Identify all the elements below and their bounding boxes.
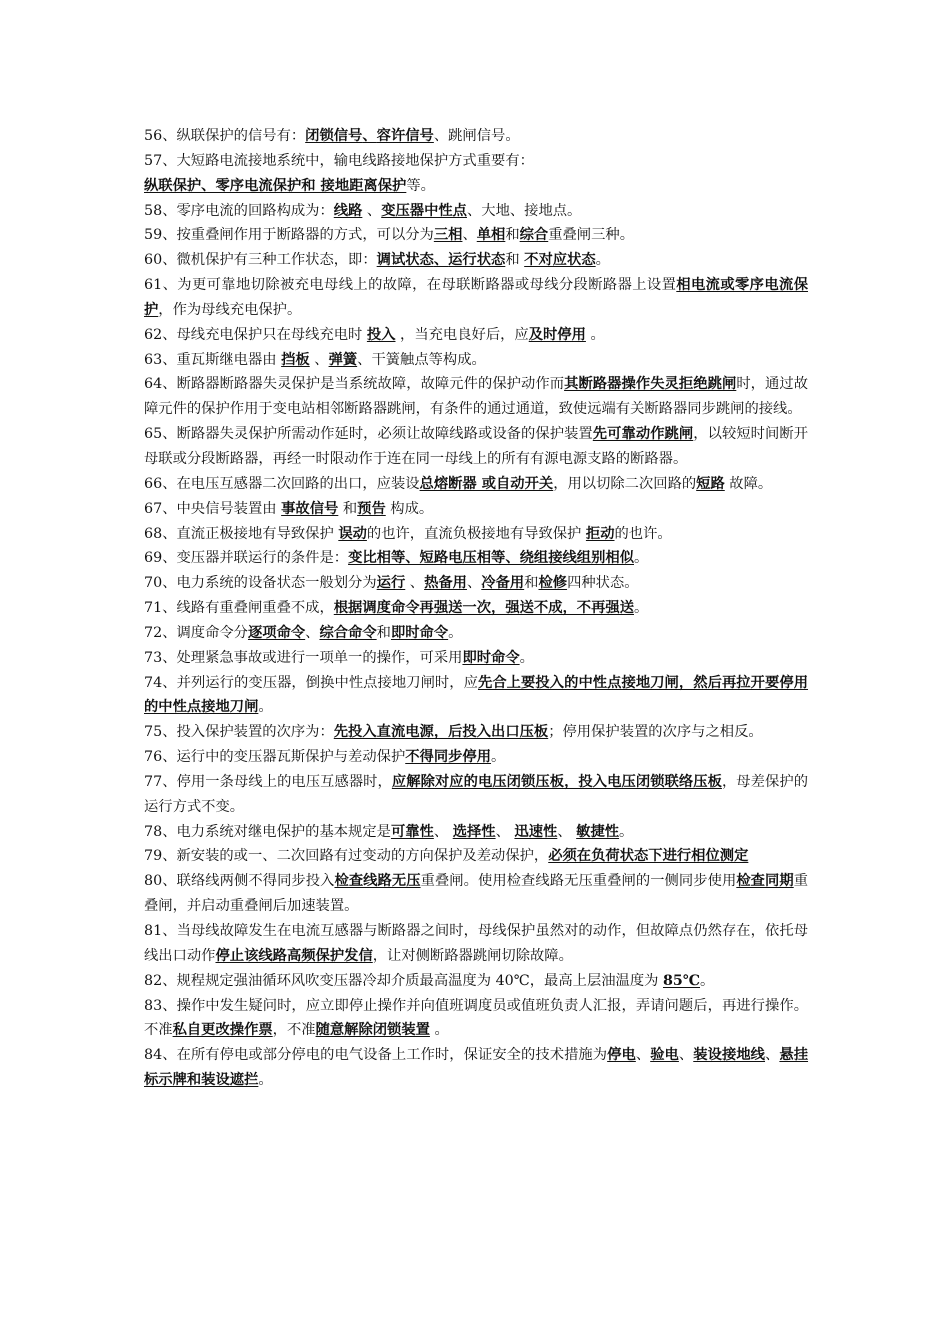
numbered-item bbox=[144, 372, 808, 422]
item-number: 61 bbox=[144, 277, 163, 294]
item-number: 63 bbox=[144, 351, 163, 368]
item-text: 、为更可靠地切除被充电母线上的故障，在母联断路器或母线分段断路器上设置 bbox=[162, 277, 677, 294]
numbered-item bbox=[144, 1043, 808, 1093]
item-number: 57 bbox=[144, 152, 163, 169]
key-answer: 变压器中性点 bbox=[381, 202, 467, 219]
key-answer: 拒动 bbox=[585, 525, 615, 542]
item-text: 、停用一条母线上的电压互感器时， bbox=[162, 773, 392, 790]
item-text: 、直流正极接地有导致保护 bbox=[162, 525, 339, 542]
item-number: 62 bbox=[144, 326, 163, 343]
item-text: 、当母线故障发生在电流互感器与断路器之间时，母线保护虽然对的动作，但故障点仍然存在，依托母线出口动作 bbox=[144, 923, 808, 964]
item-text: 故障。 bbox=[724, 475, 773, 492]
numbered-item bbox=[144, 422, 808, 472]
numbered-item bbox=[144, 248, 808, 273]
key-answer: 先合上要投入的中性点接地刀闸，然后再拉开要停用的中性点接地刀闸 bbox=[144, 674, 809, 716]
numbered-item bbox=[144, 522, 808, 547]
numbered-item bbox=[144, 844, 808, 869]
numbered-item bbox=[144, 546, 808, 571]
key-answer: 必须在负荷状态下进行相位测定 bbox=[548, 848, 749, 865]
numbered-item bbox=[144, 472, 808, 497]
item-text: 、 bbox=[765, 1047, 780, 1064]
item-text: 。 bbox=[700, 972, 715, 989]
key-answer: 停止该线路高频保护发信 bbox=[215, 947, 373, 964]
key-answer: 闭锁信号 bbox=[305, 128, 363, 144]
key-answer: 热备用 bbox=[424, 575, 467, 592]
numbered-item bbox=[144, 497, 808, 522]
numbered-item bbox=[144, 223, 808, 248]
numbered-item bbox=[144, 149, 808, 199]
item-text: 、大短路电流接地系统中，输电线路接地保护方式重要有： bbox=[162, 152, 534, 169]
item-text: 、中央信号装置由 bbox=[162, 500, 282, 517]
key-answer: 容许信号 bbox=[376, 128, 434, 144]
item-text: 和 bbox=[505, 252, 525, 269]
key-answer: 私自更改操作票 bbox=[172, 1022, 273, 1039]
item-text: 。 bbox=[258, 699, 273, 716]
item-text: 、 bbox=[466, 575, 482, 592]
key-answer: 投入 bbox=[366, 326, 396, 343]
item-text: 。 bbox=[619, 823, 634, 840]
numbered-item bbox=[144, 720, 808, 745]
key-answer: 先可靠动作跳闸 bbox=[592, 426, 694, 443]
item-number: 78 bbox=[144, 823, 163, 840]
item-text: 、电力系统的设备状态一般划分为 bbox=[162, 575, 377, 592]
item-number: 82 bbox=[144, 972, 163, 989]
numbered-item bbox=[144, 969, 808, 994]
item-text: 、在电压互感器二次回路的出口，应装设 bbox=[162, 475, 420, 492]
key-answer: 选择性 bbox=[452, 823, 496, 840]
item-text: 重叠闸三种。 bbox=[548, 227, 634, 244]
key-answer: 冷备用 bbox=[481, 575, 525, 592]
numbered-item bbox=[144, 348, 808, 373]
item-text: 四种状态。 bbox=[567, 575, 639, 592]
key-answer: 变比相等、短路电压相等、绕组接线组别相似 bbox=[348, 550, 634, 567]
key-answer: 及时停用 bbox=[528, 326, 586, 343]
item-text: 和 bbox=[505, 227, 520, 244]
item-text: 。 bbox=[448, 624, 463, 641]
item-text: 、新安装的或一、二次回路有过变动的方向保护及差动保护， bbox=[162, 848, 549, 865]
key-answer: 预告 bbox=[357, 500, 386, 517]
key-answer: 验电 bbox=[650, 1047, 679, 1064]
key-answer: 不得同步停用 bbox=[405, 749, 492, 766]
key-answer: 误动 bbox=[338, 525, 367, 542]
key-answer: 停电 bbox=[607, 1047, 636, 1064]
item-text: ；停用保护装置的次序与之相反。 bbox=[548, 724, 763, 741]
item-text: 、 bbox=[309, 351, 329, 368]
item-number: 75 bbox=[144, 724, 163, 741]
item-text: 。 bbox=[491, 749, 506, 766]
numbered-item bbox=[144, 671, 808, 721]
item-text: 构成。 bbox=[385, 500, 434, 517]
item-text: 、 bbox=[362, 202, 382, 219]
key-answer: 弹簧 bbox=[328, 351, 358, 368]
item-text: 。 bbox=[519, 649, 534, 666]
item-text: 、跳闸信号。 bbox=[433, 128, 520, 144]
item-number: 65 bbox=[144, 426, 163, 443]
item-number: 77 bbox=[144, 773, 163, 790]
item-number: 68 bbox=[144, 525, 163, 542]
item-text: ，当充电良好后，应 bbox=[395, 326, 529, 343]
document-page bbox=[144, 124, 808, 1093]
key-answer: 装设接地线 bbox=[693, 1047, 766, 1064]
item-text: 的也许。 bbox=[614, 525, 672, 542]
item-number: 83 bbox=[144, 997, 163, 1014]
item-text: ，以较短时间断开母联或分段断路器，再经一时限动作于连在同一母线上的所有有源电源支路的断路器。 bbox=[144, 426, 809, 467]
key-answer: 可靠性 bbox=[390, 823, 434, 840]
numbered-item bbox=[144, 124, 808, 149]
item-number: 56 bbox=[144, 128, 163, 144]
item-text: 和 bbox=[376, 624, 391, 641]
item-text: 、操作中发生疑问时，应立即停止操作并向值班调度员或值班负责人汇报，弄请问题后，再进行操作。不准 bbox=[144, 997, 808, 1039]
key-answer: 综合 bbox=[519, 227, 549, 244]
key-answer: 运行状态 bbox=[448, 252, 506, 269]
item-number: 59 bbox=[144, 227, 163, 244]
key-answer: 检查线路无压 bbox=[334, 873, 421, 890]
item-number: 58 bbox=[144, 202, 163, 219]
item-number: 64 bbox=[144, 376, 163, 393]
item-text: ，让对侧断路器跳闸切除故障。 bbox=[372, 947, 573, 964]
item-text: 、 bbox=[305, 624, 320, 641]
item-text: 、微机保护有三种工作状态，即： bbox=[162, 252, 377, 269]
item-number: 80 bbox=[144, 873, 163, 890]
key-answer: 其断路器操作失灵拒绝跳闸 bbox=[564, 376, 737, 393]
item-text: 。 bbox=[595, 252, 610, 269]
item-text: 、纵联保护的信号有： bbox=[162, 128, 306, 144]
key-answer: 检修 bbox=[538, 575, 568, 592]
key-answer: 迅速性 bbox=[514, 823, 558, 840]
item-number: 81 bbox=[144, 923, 163, 939]
item-text: 、 bbox=[678, 1047, 694, 1064]
item-text: ，作为母线充电保护。 bbox=[158, 301, 302, 318]
item-number: 71 bbox=[144, 600, 163, 617]
key-answer: 随意解除闭锁装置 bbox=[315, 1022, 430, 1039]
item-text: 、 bbox=[405, 575, 425, 592]
item-text: ，不准 bbox=[272, 1022, 316, 1039]
item-text: 。 bbox=[634, 550, 649, 567]
key-answer: 根据调度命令再强送一次，强送不成，不再强送 bbox=[333, 600, 634, 617]
item-number: 69 bbox=[144, 550, 163, 567]
numbered-item bbox=[144, 994, 808, 1044]
item-number: 60 bbox=[144, 252, 163, 269]
item-text: 、按重叠闸作用于断路器的方式，可以分为 bbox=[162, 227, 434, 244]
item-text: ，用以切除二次回路的 bbox=[553, 475, 697, 492]
item-text: 、母线充电保护只在母线充电时 bbox=[162, 326, 367, 343]
item-text: 、断路器失灵保护所需动作延时，必须让故障线路或设备的保护装置 bbox=[162, 426, 593, 443]
key-answer: 单相 bbox=[476, 227, 506, 244]
key-answer: 、 bbox=[362, 128, 377, 144]
key-answer: 逐项命令 bbox=[247, 624, 306, 641]
item-text: 、规程规定强油循环风吹变压器冷却介质最高温度为 40℃，最高上层油温度为 bbox=[162, 972, 663, 989]
numbered-item bbox=[144, 323, 808, 348]
item-text: 、 bbox=[495, 823, 515, 840]
key-answer: 事故信号 bbox=[281, 500, 339, 517]
key-answer: 、 bbox=[433, 252, 449, 269]
item-text: 和 bbox=[524, 575, 539, 592]
key-answer: 先投入直流电源，后投入出口压板 bbox=[333, 724, 549, 741]
key-answer: 短路 bbox=[696, 475, 725, 492]
numbered-item bbox=[144, 273, 808, 323]
item-text: 。 bbox=[429, 1022, 449, 1039]
numbered-item bbox=[144, 919, 808, 969]
item-text: 。 bbox=[634, 600, 649, 617]
item-text: 、调度命令分 bbox=[162, 624, 248, 641]
numbered-item bbox=[144, 621, 808, 646]
numbered-item bbox=[144, 820, 808, 845]
item-text: 重叠闸。使用检查线路无压重叠闸的一侧同步使用 bbox=[420, 873, 737, 890]
item-text: 、在所有停电或部分停电的电气设备上工作时，保证安全的技术措施为 bbox=[162, 1047, 608, 1064]
item-text: 、并列运行的变压器，倒换中性点接地刀闸时，应 bbox=[162, 674, 478, 691]
item-number: 66 bbox=[144, 475, 163, 492]
item-number: 79 bbox=[144, 848, 163, 865]
item-text: 等。 bbox=[406, 177, 435, 194]
item-text: 、 bbox=[462, 227, 477, 244]
key-answer: 纵联保护、零序电流保护和 接地距离保护 bbox=[144, 177, 407, 194]
item-text: 、重瓦斯继电器由 bbox=[162, 351, 282, 368]
numbered-item bbox=[144, 199, 808, 224]
item-number: 70 bbox=[144, 575, 163, 592]
key-answer: 调试状态 bbox=[376, 252, 434, 269]
item-text: 、断路器断路器失灵保护是当系统故障，故障元件的保护动作而 bbox=[162, 376, 565, 393]
item-text: 。 bbox=[585, 326, 605, 343]
item-text: 、干簧触点等构成。 bbox=[357, 351, 486, 368]
item-number: 76 bbox=[144, 749, 163, 766]
item-number: 72 bbox=[144, 624, 163, 641]
numbered-item bbox=[144, 646, 808, 671]
numbered-item bbox=[144, 869, 808, 919]
key-answer: 总熔断器 或自动开关 bbox=[419, 475, 554, 492]
item-text: 、投入保护装置的次序为： bbox=[162, 724, 334, 741]
item-text: 和 bbox=[338, 500, 358, 517]
item-text: 、 bbox=[557, 823, 577, 840]
key-answer: 敏捷性 bbox=[576, 823, 620, 840]
item-number: 67 bbox=[144, 500, 163, 517]
key-answer: 不对应状态 bbox=[524, 252, 596, 269]
key-answer: 三相 bbox=[433, 227, 463, 244]
item-number: 74 bbox=[144, 674, 163, 691]
item-text: ，母差保护的运行方式不变。 bbox=[144, 773, 809, 815]
item-text: 、大地、接地点。 bbox=[466, 202, 582, 219]
key-answer: 悬挂标示牌和装设遮拦 bbox=[144, 1047, 809, 1089]
item-number: 73 bbox=[144, 649, 163, 666]
item-text: 、零序电流的回路构成为： bbox=[162, 202, 334, 219]
numbered-item bbox=[144, 770, 808, 820]
item-text: 、运行中的变压器瓦斯保护与差动保护 bbox=[162, 749, 406, 766]
item-text: 、处理紧急事故或进行一项单一的操作，可采用 bbox=[162, 649, 463, 666]
item-text: 、变压器并联运行的条件是： bbox=[162, 550, 349, 567]
item-text: 重叠闸，并启动重叠闸后加速装置。 bbox=[144, 873, 809, 915]
key-answer: 即时命令 bbox=[462, 649, 520, 666]
item-text: 、联络线两侧不得同步投入 bbox=[162, 873, 335, 890]
key-answer: 运行 bbox=[376, 575, 406, 592]
numbered-item bbox=[144, 745, 808, 770]
key-answer: 检查同期 bbox=[736, 873, 794, 890]
key-answer: 线路 bbox=[333, 202, 363, 219]
item-text: 。 bbox=[258, 1072, 273, 1089]
key-answer: 85℃ bbox=[662, 972, 701, 989]
key-answer: 即时命令 bbox=[390, 624, 449, 641]
item-text: 、线路有重叠闸重叠不成， bbox=[162, 600, 334, 617]
numbered-item bbox=[144, 596, 808, 621]
key-answer: 挡板 bbox=[281, 351, 310, 368]
item-text: 、 bbox=[635, 1047, 651, 1064]
key-answer: 综合命令 bbox=[319, 624, 377, 641]
item-text: 时，通过故障元件的保护作用于变电站相邻断路器跳闸，有条件的通过通道，致使远端有关断路器同步跳闸的接线。 bbox=[144, 376, 809, 418]
item-text: 、电力系统对继电保护的基本规定是 bbox=[162, 823, 391, 840]
item-text: 、 bbox=[433, 823, 453, 840]
key-answer: 相电流或零序电流保护 bbox=[144, 277, 809, 318]
item-number: 84 bbox=[144, 1047, 163, 1064]
key-answer: 应解除对应的电压闭锁压板，投入电压闭锁联络压板 bbox=[391, 773, 722, 790]
numbered-item bbox=[144, 571, 808, 596]
item-text: 的也许，直流负极接地有导致保护 bbox=[366, 525, 586, 542]
